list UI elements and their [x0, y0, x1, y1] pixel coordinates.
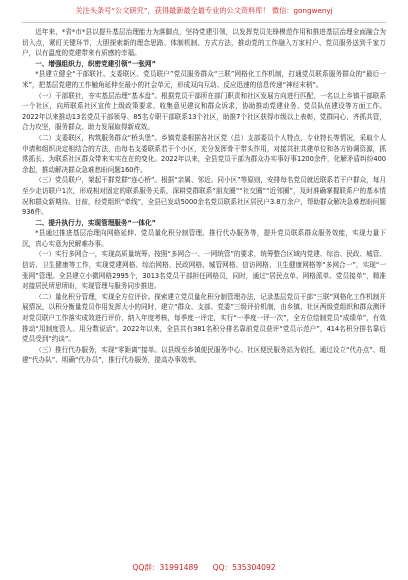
- body-paragraph: （二）支委联区，构筑服务群众“桥头堡”。乡镇党委根据各社区党（总）支部委员个人特点，专业特长等情况，采取个人申请和组织决定相结合的方法，由每名支委联系若干个小区，充分发挥骨干带头作用，对接共驻共建单位和各方协调资源，抓常抓长、为联系社区群众带来实实在在的变化。2022年以来，全县党员干部为群众办实事好事1200余件，化解矛盾纠纷400余起，推动解决群众急难愁盼问题160件。: [22, 133, 386, 174]
- section-heading: 二、提升执行力，实现管理服务“一体化”: [35, 218, 156, 227]
- body-paragraph: 近年来，*省*市*县以提升基层治理能力为落脚点，坚持党建引领，以发挥党员先锋模范作用和推进基层治理全面融合为切入点，紧盯关键环节，大胆探索新的理念思路、体制机制、方式方法，推动党的工作融入万家村户、党员服务送到千家万户，以有温度的党建带来有质感的幸福。: [22, 28, 386, 58]
- body-paragraph: （一）干部联社，夯实基层治理“基本盘”。根据党员干部所在部门职责和社区发展方向进行匹配，一名以上乡镇干部联系一个社区，向所联系社区宣传上级政策要求、收集意见建议和群众诉求，协助推动党建业务、党员队伍建设等方面工作。2022年以来推动13名党员干部领导、85名专职干部联系13个社区，助推7个社区获得市级以上表彰，党群同心、齐抓共管，合力攻坚，服务群众、助力发展取得新成效。: [22, 91, 386, 132]
- document-body: [22, 27, 386, 366]
- body-paragraph: *县通过推进基层治理向网格延伸、党员量化积分制管理、推行代办服务等，提升党员联系群众服务效能，实现力量下沉，真心实意为民解难办事。: [22, 229, 386, 248]
- body-paragraph: （一）实行多网合一，实现高质量统筹。按照“多网合一、一网统管”的要求，统筹整合区域内党建、综治、民政、城管、信访、卫生健康等工作，实现党建网格、综治网格、民政网格、城管网格、信访网格、卫生健康网格等“多网合一”，实现“一张网”管理。全县建立小微网格2995个，3013名党员干部担任网格员，同时，通过“居民点单、网格派单、党员接单”，精准对接居民所思所盼，实现管理与服务同步推进。: [22, 250, 386, 291]
- body-paragraph: （二）量化积分管理，实现全方位评价。探索建立党员量化积分制管理办法，记录基层党员干部“三联”网格化工作机制开展情况，以积分衡量党员作用发挥大小的同时，建立“群众、支部、党委”三级评价机制，由乡镇、社区两级党组织和群众测评对党员联户工作落实成效进行评价，纳入年度考核，每季度一评定，实行“一季度一评一次”，全方位绘制党员“成绩单”，有效推动“用制度管人、用分数说话”。2022年以来，全县共有381名积分排名靠前党员获评“党员示范户”，414名积分排名靠后党员受到“约谈”。: [22, 292, 386, 344]
- header-banner: 关注头条号“公文研究”，获得最新最全最专业的公文资料库！ 微信：gongwenyj: [75, 6, 333, 15]
- footer-qq-group: QQ群：31991489: [132, 563, 199, 572]
- body-paragraph: *县建立健全“干部联社、支委联区、党员联户”党员服务群众“三联”网格化工作机制，打通党员联系服务群众的“最后一米”，把基层党建的工作触角延伸至最小的社会单元，形成双向互动、反应迅速的信息传递“神经末梢”。: [22, 70, 386, 89]
- footer-banner: [0, 560, 408, 576]
- body-paragraph: （三）推行代办服务，实现“零距离”接单。以县级至乡镇便民服务中心、社区便民服务站为依托，通过设立“代办点”、组建“代办队”、明确“代办员”，推行代办服务，提高办事效率。: [22, 345, 386, 365]
- body-paragraph: （三）党员联户，架起干群党群“连心桥”。根据“亲属、邻近、同小区”等原则，安排每名党员就近联系若干户群众，每月至少走访联户1次，形成相对固定的联系服务关系，深耕党群联系“朋友圈”“社交圈”“近邻圈”，及时准确掌握联系户的基本情况和群众新期待。目前，经党组织“牵线”，全县已发动5000余名党员联系社区居民户3.8万余户，帮助群众解决急难愁盼问题936件。: [22, 176, 386, 217]
- header-divider: [22, 22, 386, 23]
- section-heading: 一、增强组织力，织密党建引领“一张网”: [35, 59, 156, 68]
- footer-qq: QQ：535304092: [212, 563, 276, 572]
